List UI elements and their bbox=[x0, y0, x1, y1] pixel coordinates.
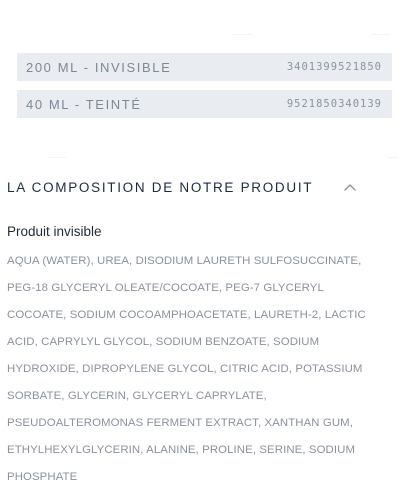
section-title: LA COMPOSITION DE NOTRE PRODUIT bbox=[7, 180, 314, 195]
ingredient-line: ACID, CAPRYLYL GLYCOL, SODIUM BENZOATE, SODIUM bbox=[7, 336, 320, 348]
ingredient-line: PEG-18 GLYCERYL OLEATE/COCOATE, PEG-7 GLYCERYL bbox=[7, 282, 324, 294]
variant-label: 200 ML - INVISIBLE bbox=[26, 59, 172, 75]
composition-accordion-header[interactable] bbox=[0, 172, 412, 202]
ingredient-line: ETHYLHEXYLGLYCERIN, ALANINE, PROLINE, SERINE, SODIUM bbox=[7, 444, 356, 456]
divider bbox=[232, 34, 252, 35]
variant-label: 40 ML - TEINTÉ bbox=[26, 96, 142, 112]
ingredient-line: PHOSPHATE bbox=[7, 471, 78, 483]
variant-row-40ml[interactable] bbox=[17, 90, 392, 118]
variant-barcode: 3401399521850 bbox=[286, 61, 382, 73]
ingredient-line: PSEUDOALTEROMONAS FERMENT EXTRACT, XANTHAN GUM, bbox=[7, 417, 354, 429]
divider bbox=[48, 157, 66, 158]
ingredient-line: COCOATE, SODIUM COCOAMPHOACETATE, LAURETH-2, LACTIC bbox=[7, 309, 366, 321]
divider bbox=[388, 157, 398, 158]
variant-row-200ml[interactable] bbox=[17, 53, 392, 81]
chevron-up-icon[interactable] bbox=[343, 182, 357, 192]
ingredient-line: AQUA (WATER), UREA, DISODIUM LAURETH SULFOSUCCINATE, bbox=[7, 255, 362, 267]
ingredients-list bbox=[7, 248, 367, 491]
ingredient-line: SORBATE, GLYCERIN, GLYCERYL CAPRYLATE, bbox=[7, 390, 267, 402]
product-name: Produit invisible bbox=[7, 224, 102, 239]
variant-barcode: 9521850340139 bbox=[286, 98, 382, 110]
divider bbox=[372, 34, 390, 35]
ingredient-line: HYDROXIDE, DIPROPYLENE GLYCOL, CITRIC ACID, POTASSIUM bbox=[7, 363, 363, 375]
